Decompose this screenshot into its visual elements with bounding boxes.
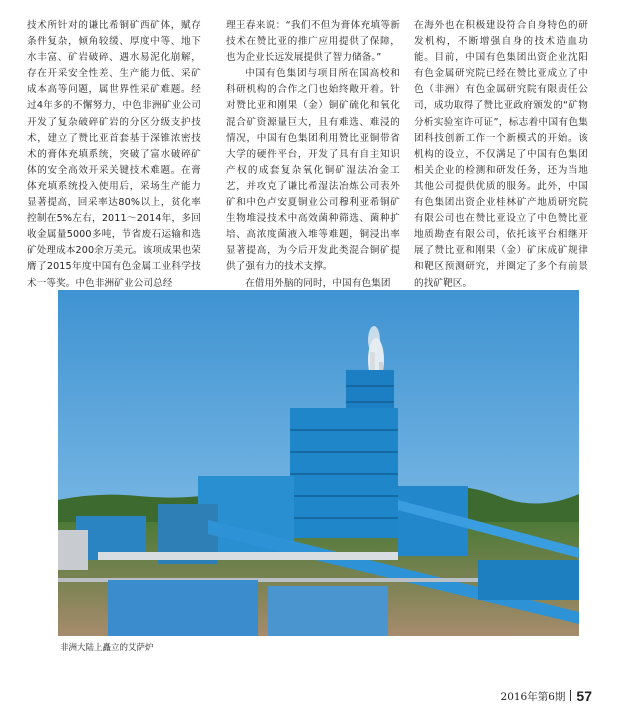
foreground-structure <box>478 560 579 600</box>
text-column-3 <box>414 18 588 292</box>
photo-caption: 非洲大陆上矗立的艾萨炉 <box>60 643 154 653</box>
paragraph: 技术所针对的谦比希铜矿西矿体，赋存条件复杂，倾角较缓、厚度中等、地下水丰富、矿岩破碎、遇水易泥化崩解，存在开采安全性差、生产能力低、采矿成本高等问题，属世界性采矿难题。经过4年多的不懈努力，中色非洲矿业公司开发了复杂破碎矿岩的分区分级支护技术，建立了赞比亚首套基于深锥浓密技术的膏体充填系统，突破了富水破碎矿体的安全高效开采关键技术难题。在膏体充填系统投入使用后，采场生产能力显著提高，回采率达80%以上，贫化率控制在5%左右，2011～2014年，多回收金属量5000多吨，节省废石运输和选矿处理成本200余万美元。该项成果也荣膺了2015年度中国有色金属工业科学技术一等奖。中色非洲矿业公司总经 <box>27 20 201 289</box>
paragraph: 在借用外脑的同时，中国有色集团 <box>245 277 391 289</box>
paragraph: 中国有色集团与项目所在国高校和科研机构的合作之门也始终敞开着。针对赞比亚和刚果（金）铜矿硫化和氧化混合矿资源量巨大，且有难选、难浸的情况，中国有色集团利用赞比亚铜带省大学的硬件平台，开发了具有自主知识产权的成套复杂氧化铜矿湿法冶金工艺，并攻克了谦比希湿法冶炼公司表外矿和中色卢安夏铜业公司穆利亚希铜矿生物堆浸技术中高效菌种筛选、菌种扩培、高浓度菌液入堆等难题，铜浸出率显著提高，为今后开发此类混合铜矿提供了强有力的技术支撑。 <box>226 68 400 273</box>
smelter-photo <box>58 290 579 636</box>
paragraph: 在海外也在积极建设符合自身特色的研发机构，不断增强自身的技术造血功能。目前，中国有色集团出资企业沈阳有色金属研究院已经在赞比亚成立了中色（非洲）有色金属研究院有限责任公司，成功取得了赞比亚政府颁发的“矿物分析实验室许可证”，标志着中国有色集团科技创新工作一个新模式的开始。该机构的设立，不仅满足了中国有色集团相关企业的检测和研发任务，还为当地其他公司提供优质的服务。此外，中国有色集团出资企业桂林矿产地质研究院有限公司也在赞比亚设立了中色赞比亚地质勘查有限公司，依托该平台相继开展了赞比亚和刚果（金）矿床成矿规律和靶区预测研究，并圈定了多个有前景的找矿靶区。 <box>414 20 588 289</box>
footer-divider <box>570 690 571 701</box>
pipe <box>98 552 398 560</box>
far-left-structure <box>58 530 88 570</box>
page-number: 57 <box>576 688 592 704</box>
foreground-structure <box>268 586 388 636</box>
text-column-1 <box>27 18 201 292</box>
paragraph: 理王春来说：“我们不但为膏体充填等新技术在赞比亚的推广应用提供了保障，也为企业长远发展提供了智力储备。” <box>226 20 400 64</box>
text-column-2 <box>226 18 400 292</box>
smoke <box>368 326 380 354</box>
foreground-structure <box>108 580 258 636</box>
page-footer <box>501 688 592 704</box>
issue-label: 2016年第6期 <box>500 691 566 703</box>
